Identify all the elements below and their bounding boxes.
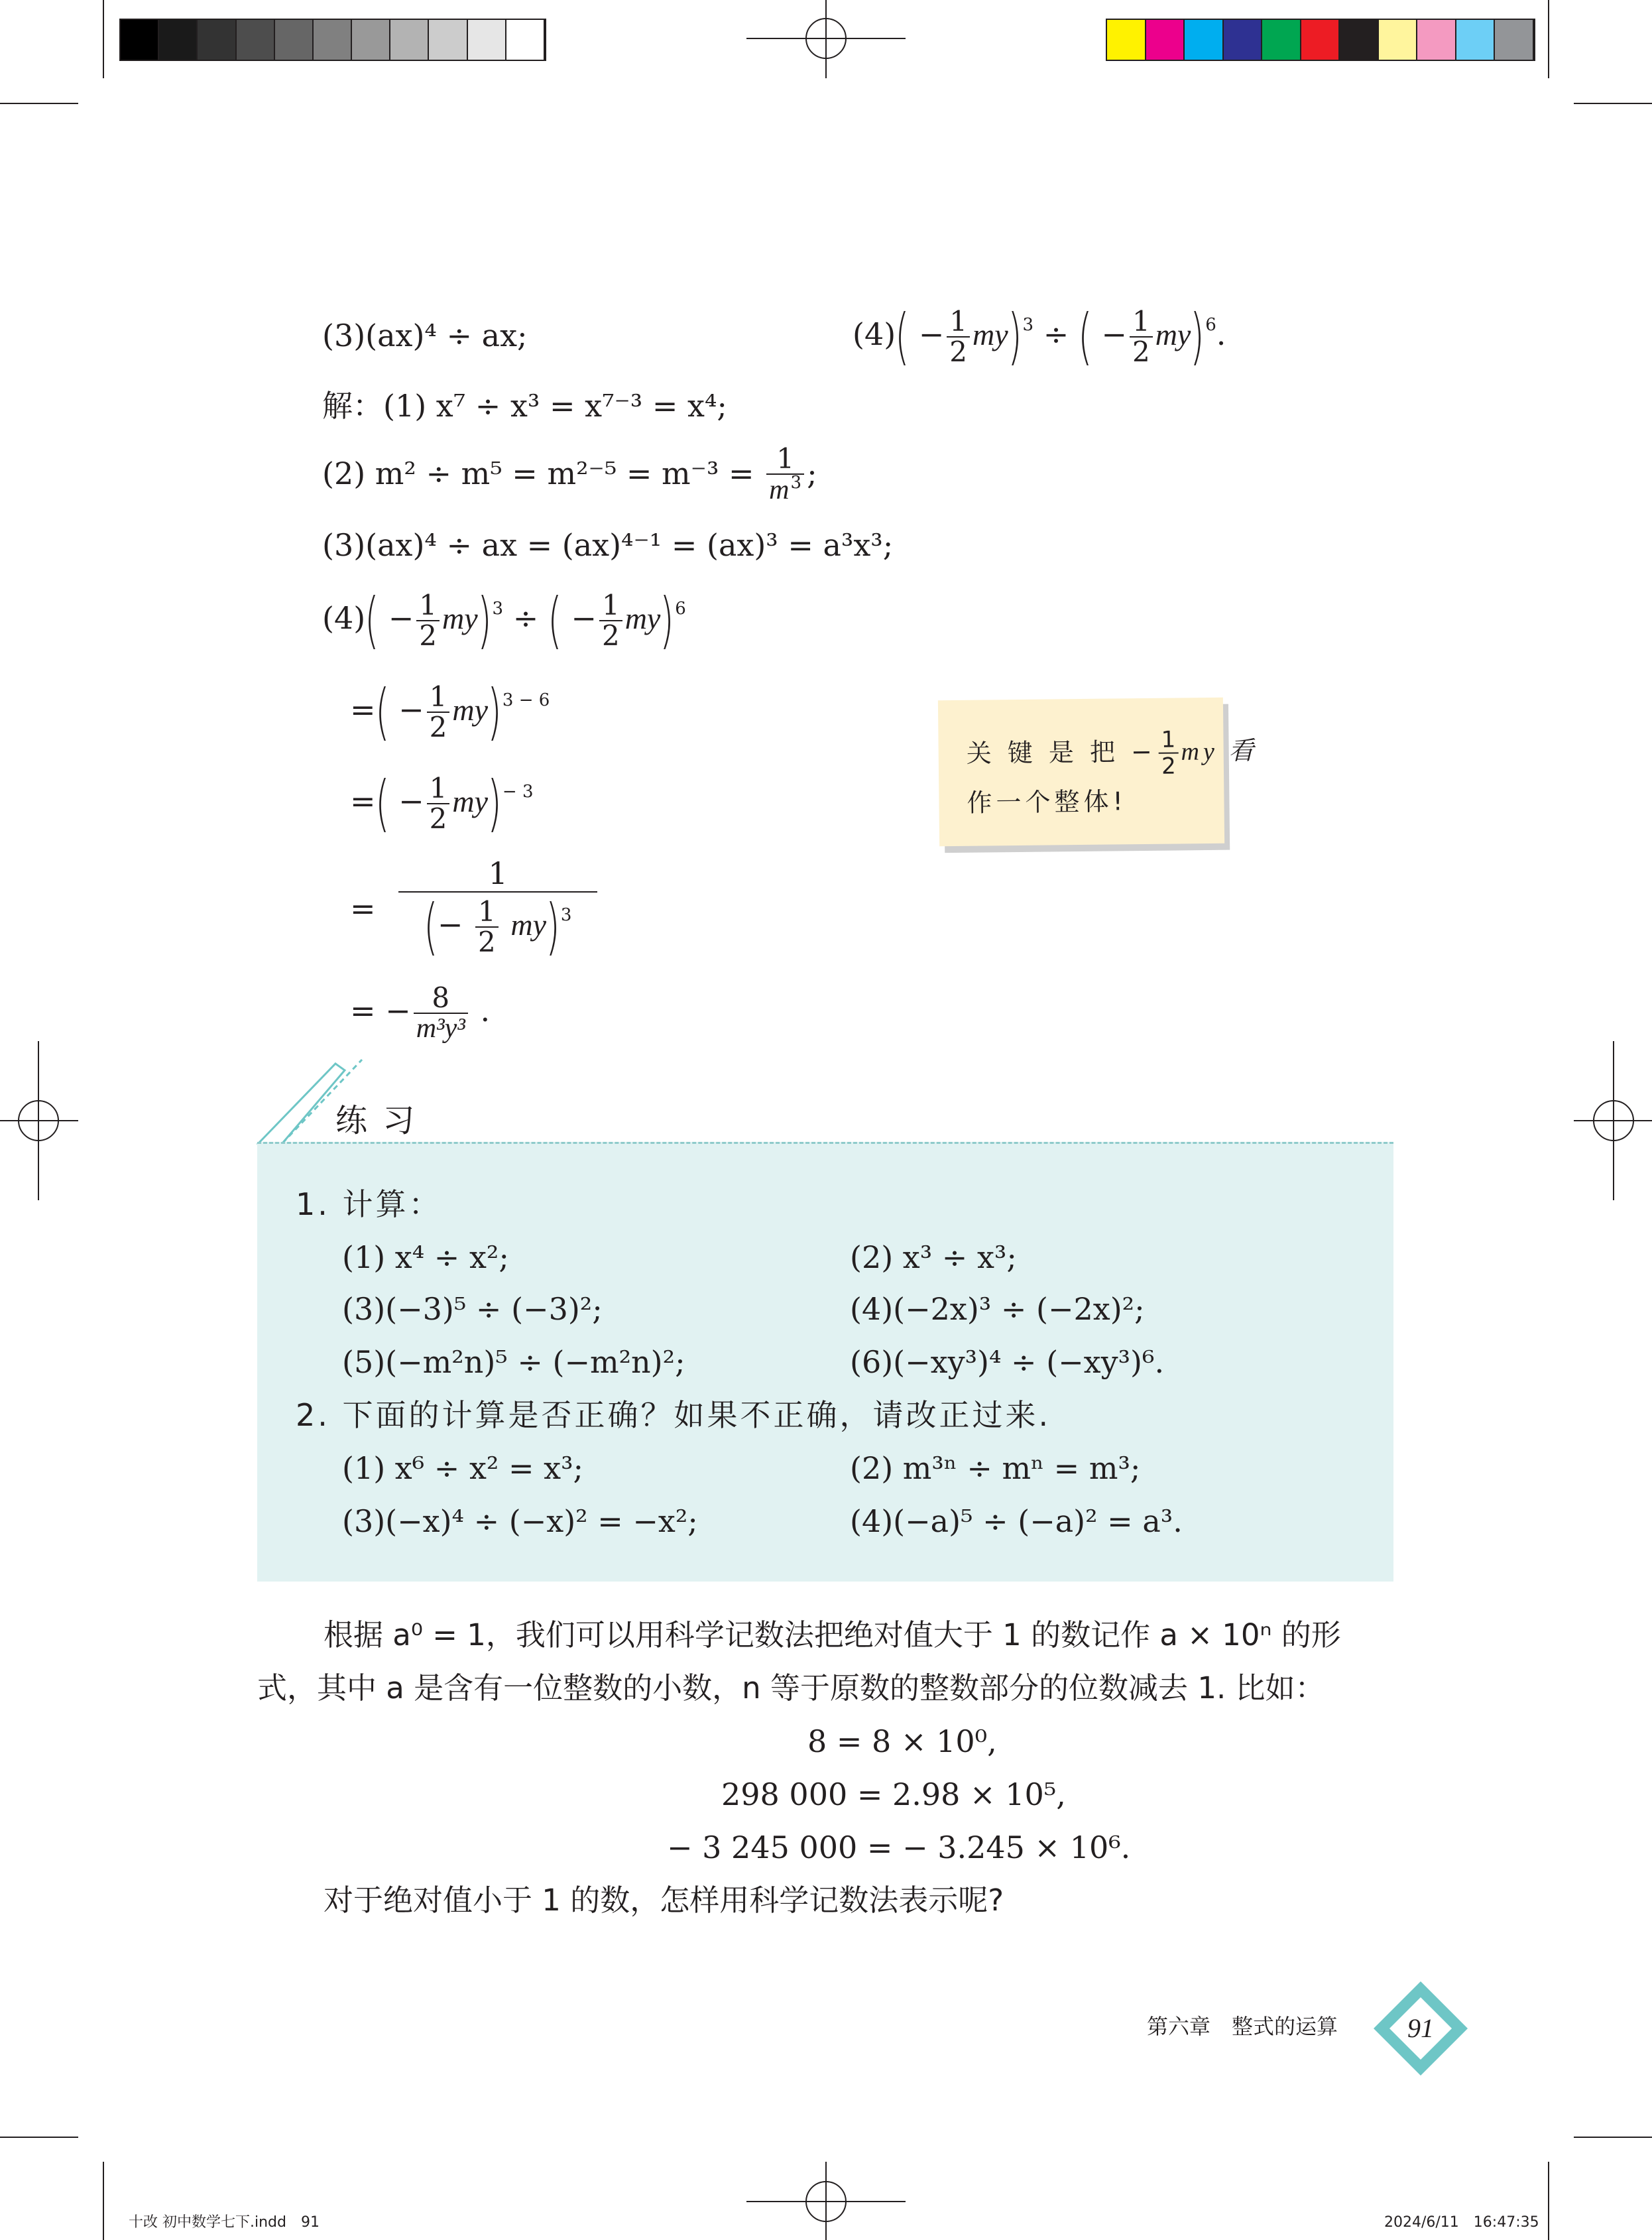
crop-mark	[1548, 0, 1549, 78]
crop-mark	[0, 2137, 78, 2138]
practice-q1-item: (2) x³ ÷ x³;	[850, 1239, 1017, 1275]
example-question-3: (3)(ax)⁴ ÷ ax;	[322, 318, 528, 353]
registration-target-left	[0, 1041, 78, 1200]
solution-step-4-label: (4)	[322, 600, 366, 636]
hint-line-2: 作一个整体!	[967, 786, 1127, 818]
registration-target-bottom	[746, 2162, 906, 2240]
crop-mark	[103, 0, 104, 78]
solution-line-3: (3)(ax)⁴ ÷ ax = (ax)⁴⁻¹ = (ax)³ = a³x³;	[322, 527, 894, 563]
color-swatch	[1495, 20, 1534, 60]
color-swatch	[390, 20, 429, 60]
practice-q1-item: (5)(−m²n)⁵ ÷ (−m²n)²;	[342, 1344, 685, 1380]
practice-q1-item: (6)(−xy³)⁴ ÷ (−xy³)⁶.	[850, 1344, 1165, 1380]
color-swatch	[468, 20, 506, 60]
color-swatch	[1301, 20, 1340, 60]
solution-line-2: (2) m² ÷ m⁵ = m²⁻⁵ = m⁻³ = $\frac{1}{m^3}$ ;	[322, 442, 817, 505]
solution-line-1	[322, 386, 727, 426]
process-color-bar	[1106, 19, 1535, 61]
registration-target-right	[1574, 1041, 1652, 1200]
crop-mark	[1574, 2137, 1652, 2138]
solution-line-8: = − $\frac{8}{\text{m³y³}}$ .	[350, 981, 491, 1044]
practice-q2-item: (4)(−a)⁵ ÷ (−a)² = a³.	[850, 1503, 1183, 1539]
color-swatch	[121, 20, 159, 60]
registration-target-top	[746, 0, 906, 78]
solution-line-5: =( − $\frac{1}{2}$ my)$^{3 - 6}$	[350, 676, 550, 747]
gray-color-bar	[119, 19, 546, 61]
color-swatch	[159, 20, 198, 60]
color-swatch	[1146, 20, 1185, 60]
example-question-4: (4)( − $\frac{1}{2}$ my)$^3$ ÷ ( − $\frac{1}{2}$ my)$^6$.	[853, 301, 1226, 372]
equation-1: 8 = 8 × 10⁰,	[807, 1723, 997, 1759]
color-swatch	[1185, 20, 1224, 60]
chapter-title: 第六章 整式的运算	[1147, 2014, 1338, 2039]
practice-title: 练 习	[335, 1102, 418, 1139]
question-4-label: (4)	[853, 316, 896, 352]
crop-mark	[1574, 103, 1652, 104]
practice-question-2-label: 2. 下面的计算是否正确？如果不正确，请改正过来.	[296, 1397, 1051, 1433]
color-swatch	[1379, 20, 1418, 60]
print-file-info: 十改 初中数学七下.indd 91	[129, 2214, 320, 2231]
color-swatch	[352, 20, 390, 60]
color-swatch	[1456, 20, 1496, 60]
crop-mark	[103, 2162, 104, 2240]
body-paragraph-1-line-2: 式，其中 a 是含有一位整数的小数，n 等于原数的整数部分的位数减去 1. 比如：	[257, 1670, 1325, 1706]
practice-q1-item: (3)(−3)⁵ ÷ (−3)²;	[342, 1291, 603, 1327]
solution-line-7: = 1 (− $\frac{1}{2}$ my)$^3$	[350, 855, 597, 962]
body-paragraph-2: 对于绝对值小于 1 的数，怎样用科学记数法表示呢?	[324, 1883, 1004, 1918]
color-swatch	[1340, 20, 1379, 60]
practice-question-1-label: 1. 计算：	[296, 1186, 442, 1222]
color-swatch	[1262, 20, 1301, 60]
solution-step-1: (1) x⁷ ÷ x³ = x⁷⁻³ = x⁴;	[383, 388, 727, 424]
result-denominator: m³y³	[416, 1013, 465, 1044]
color-swatch	[314, 20, 352, 60]
crop-mark	[1548, 2162, 1549, 2240]
practice-q2-item: (1) x⁶ ÷ x² = x³;	[342, 1450, 584, 1486]
hint-sticky-note	[938, 698, 1258, 846]
print-timestamp: 2024/6/11 16:47:35	[1384, 2214, 1539, 2231]
solution-line-4: (4)( − $\frac{1}{2}$ my)$^3$ ÷ ( − $\frac{1}{2}$ my)$^6$	[322, 585, 686, 656]
color-swatch	[1107, 20, 1146, 60]
color-swatch	[506, 20, 545, 60]
equation-2: 298 000 = 2.98 × 10⁵,	[721, 1776, 1066, 1812]
solution-label: 解：	[322, 388, 383, 424]
body-paragraph-1-line-1: 根据 a⁰ = 1，我们可以用科学记数法把绝对值大于 1 的数记作 a × 10ⁿ 的形	[324, 1617, 1341, 1652]
page-number: 91	[1407, 2013, 1434, 2043]
color-swatch	[237, 20, 275, 60]
hint-line-1: 关 键 是 把 − $\frac{1}{2}$ my 看	[966, 726, 1258, 780]
equation-3: − 3 245 000 = − 3.245 × 10⁶.	[667, 1830, 1131, 1865]
color-swatch	[1417, 20, 1456, 60]
practice-q1-item: (1) x⁴ ÷ x²;	[342, 1239, 509, 1275]
result-numerator: 8	[414, 983, 468, 1014]
crop-mark	[0, 103, 78, 104]
practice-q2-item: (3)(−x)⁴ ÷ (−x)² = −x²;	[342, 1503, 698, 1539]
solution-step-2: (2) m² ÷ m⁵ = m²⁻⁵ = m⁻³ =	[322, 456, 754, 491]
color-swatch	[275, 20, 314, 60]
practice-q1-item: (4)(−2x)³ ÷ (−2x)²;	[850, 1291, 1145, 1327]
color-swatch	[1224, 20, 1263, 60]
color-swatch	[429, 20, 467, 60]
solution-line-6: =( − $\frac{1}{2}$ my)$^{- 3}$	[350, 768, 534, 839]
practice-q2-item: (2) m³ⁿ ÷ mⁿ = m³;	[850, 1450, 1141, 1486]
color-swatch	[198, 20, 236, 60]
